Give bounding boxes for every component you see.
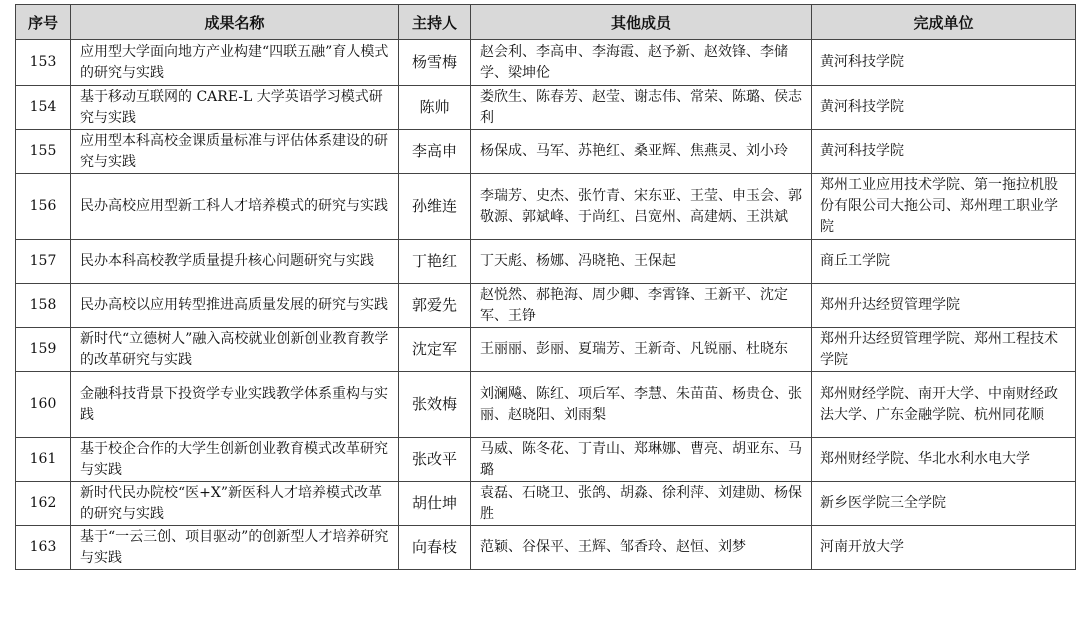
row-unit: 河南开放大学 xyxy=(812,526,1076,570)
row-members: 李瑞芳、史杰、张竹青、宋东亚、王莹、申玉会、郭敬源、郭斌峰、于尚红、吕宽州、高建炳、王洪斌 xyxy=(471,174,812,240)
row-members: 赵会利、李高申、李海霞、赵予新、赵效锋、李储学、梁坤伦 xyxy=(471,40,812,86)
row-members: 马威、陈冬花、丁青山、郑琳娜、曹亮、胡亚东、马璐 xyxy=(471,438,812,482)
row-members: 杨保成、马军、苏艳红、桑亚辉、焦燕灵、刘小玲 xyxy=(471,130,812,174)
row-title: 基于校企合作的大学生创新创业教育模式改革研究与实践 xyxy=(71,438,399,482)
row-title: 民办高校应用型新工科人才培养模式的研究与实践 xyxy=(71,174,399,240)
row-seq: 154 xyxy=(16,86,71,130)
row-members: 袁磊、石晓卫、张鸽、胡淼、徐利萍、刘建勋、杨保胜 xyxy=(471,482,812,526)
row-unit: 黄河科技学院 xyxy=(812,86,1076,130)
row-unit: 黄河科技学院 xyxy=(812,40,1076,86)
row-seq: 153 xyxy=(16,40,71,86)
header-title: 成果名称 xyxy=(71,5,399,40)
table-row xyxy=(16,372,1076,438)
row-unit: 郑州升达经贸管理学院 xyxy=(812,284,1076,328)
row-seq: 161 xyxy=(16,438,71,482)
table-row xyxy=(16,240,1076,284)
row-seq: 155 xyxy=(16,130,71,174)
row-host: 张改平 xyxy=(399,438,471,482)
row-host: 胡仕坤 xyxy=(399,482,471,526)
table-row xyxy=(16,526,1076,570)
row-members: 赵悦然、郝艳海、周少卿、李霄锋、王新平、沈定军、王铮 xyxy=(471,284,812,328)
row-host: 孙维连 xyxy=(399,174,471,240)
row-title: 金融科技背景下投资学专业实践教学体系重构与实践 xyxy=(71,372,399,438)
row-host: 沈定军 xyxy=(399,328,471,372)
row-title: 应用型本科高校金课质量标准与评估体系建设的研究与实践 xyxy=(71,130,399,174)
row-seq: 158 xyxy=(16,284,71,328)
row-host: 杨雪梅 xyxy=(399,40,471,86)
header-members: 其他成员 xyxy=(471,5,812,40)
row-seq: 157 xyxy=(16,240,71,284)
row-host: 李高申 xyxy=(399,130,471,174)
row-unit: 郑州升达经贸管理学院、郑州工程技术学院 xyxy=(812,328,1076,372)
table-row xyxy=(16,328,1076,372)
row-seq: 159 xyxy=(16,328,71,372)
header-host: 主持人 xyxy=(399,5,471,40)
row-members: 刘澜飚、陈红、项后军、李慧、朱苗苗、杨贵仓、张丽、赵晓阳、刘雨梨 xyxy=(471,372,812,438)
row-host: 丁艳红 xyxy=(399,240,471,284)
row-seq: 156 xyxy=(16,174,71,240)
row-title: 新时代民办院校“医+X”新医科人才培养模式改革的研究与实践 xyxy=(71,482,399,526)
row-host: 郭爱先 xyxy=(399,284,471,328)
table-row xyxy=(16,284,1076,328)
row-host: 陈帅 xyxy=(399,86,471,130)
row-title: 应用型大学面向地方产业构建“四联五融”育人模式的研究与实践 xyxy=(71,40,399,86)
row-host: 向春枝 xyxy=(399,526,471,570)
row-host: 张效梅 xyxy=(399,372,471,438)
row-members: 范颖、谷保平、王辉、邹香玲、赵恒、刘梦 xyxy=(471,526,812,570)
row-members: 娄欣生、陈春芳、赵莹、谢志伟、常荣、陈璐、侯志利 xyxy=(471,86,812,130)
table-row xyxy=(16,40,1076,86)
row-members: 丁天彪、杨娜、冯晓艳、王保起 xyxy=(471,240,812,284)
header-seq: 序号 xyxy=(16,5,71,40)
row-unit: 郑州工业应用技术学院、第一拖拉机股份有限公司大拖公司、郑州理工职业学院 xyxy=(812,174,1076,240)
row-title: 民办高校以应用转型推进高质量发展的研究与实践 xyxy=(71,284,399,328)
table-row xyxy=(16,130,1076,174)
row-members: 王丽丽、彭丽、夏瑞芳、王新奇、凡锐丽、杜晓东 xyxy=(471,328,812,372)
row-unit: 新乡医学院三全学院 xyxy=(812,482,1076,526)
row-title: 基于“一云三创、项目驱动”的创新型人才培养研究与实践 xyxy=(71,526,399,570)
row-seq: 163 xyxy=(16,526,71,570)
row-title: 新时代“立德树人”融入高校就业创新创业教育教学的改革研究与实践 xyxy=(71,328,399,372)
row-seq: 160 xyxy=(16,372,71,438)
table-row xyxy=(16,86,1076,130)
row-title: 民办本科高校教学质量提升核心问题研究与实践 xyxy=(71,240,399,284)
table-row xyxy=(16,482,1076,526)
row-title: 基于移动互联网的 CARE-L 大学英语学习模式研究与实践 xyxy=(71,86,399,130)
row-unit: 商丘工学院 xyxy=(812,240,1076,284)
row-unit: 郑州财经学院、南开大学、中南财经政法大学、广东金融学院、杭州同花顺 xyxy=(812,372,1076,438)
header-row xyxy=(16,5,1076,40)
table-row xyxy=(16,438,1076,482)
row-unit: 郑州财经学院、华北水利水电大学 xyxy=(812,438,1076,482)
header-unit: 完成单位 xyxy=(812,5,1076,40)
table-row xyxy=(16,174,1076,240)
row-unit: 黄河科技学院 xyxy=(812,130,1076,174)
row-seq: 162 xyxy=(16,482,71,526)
results-table xyxy=(15,4,1076,570)
